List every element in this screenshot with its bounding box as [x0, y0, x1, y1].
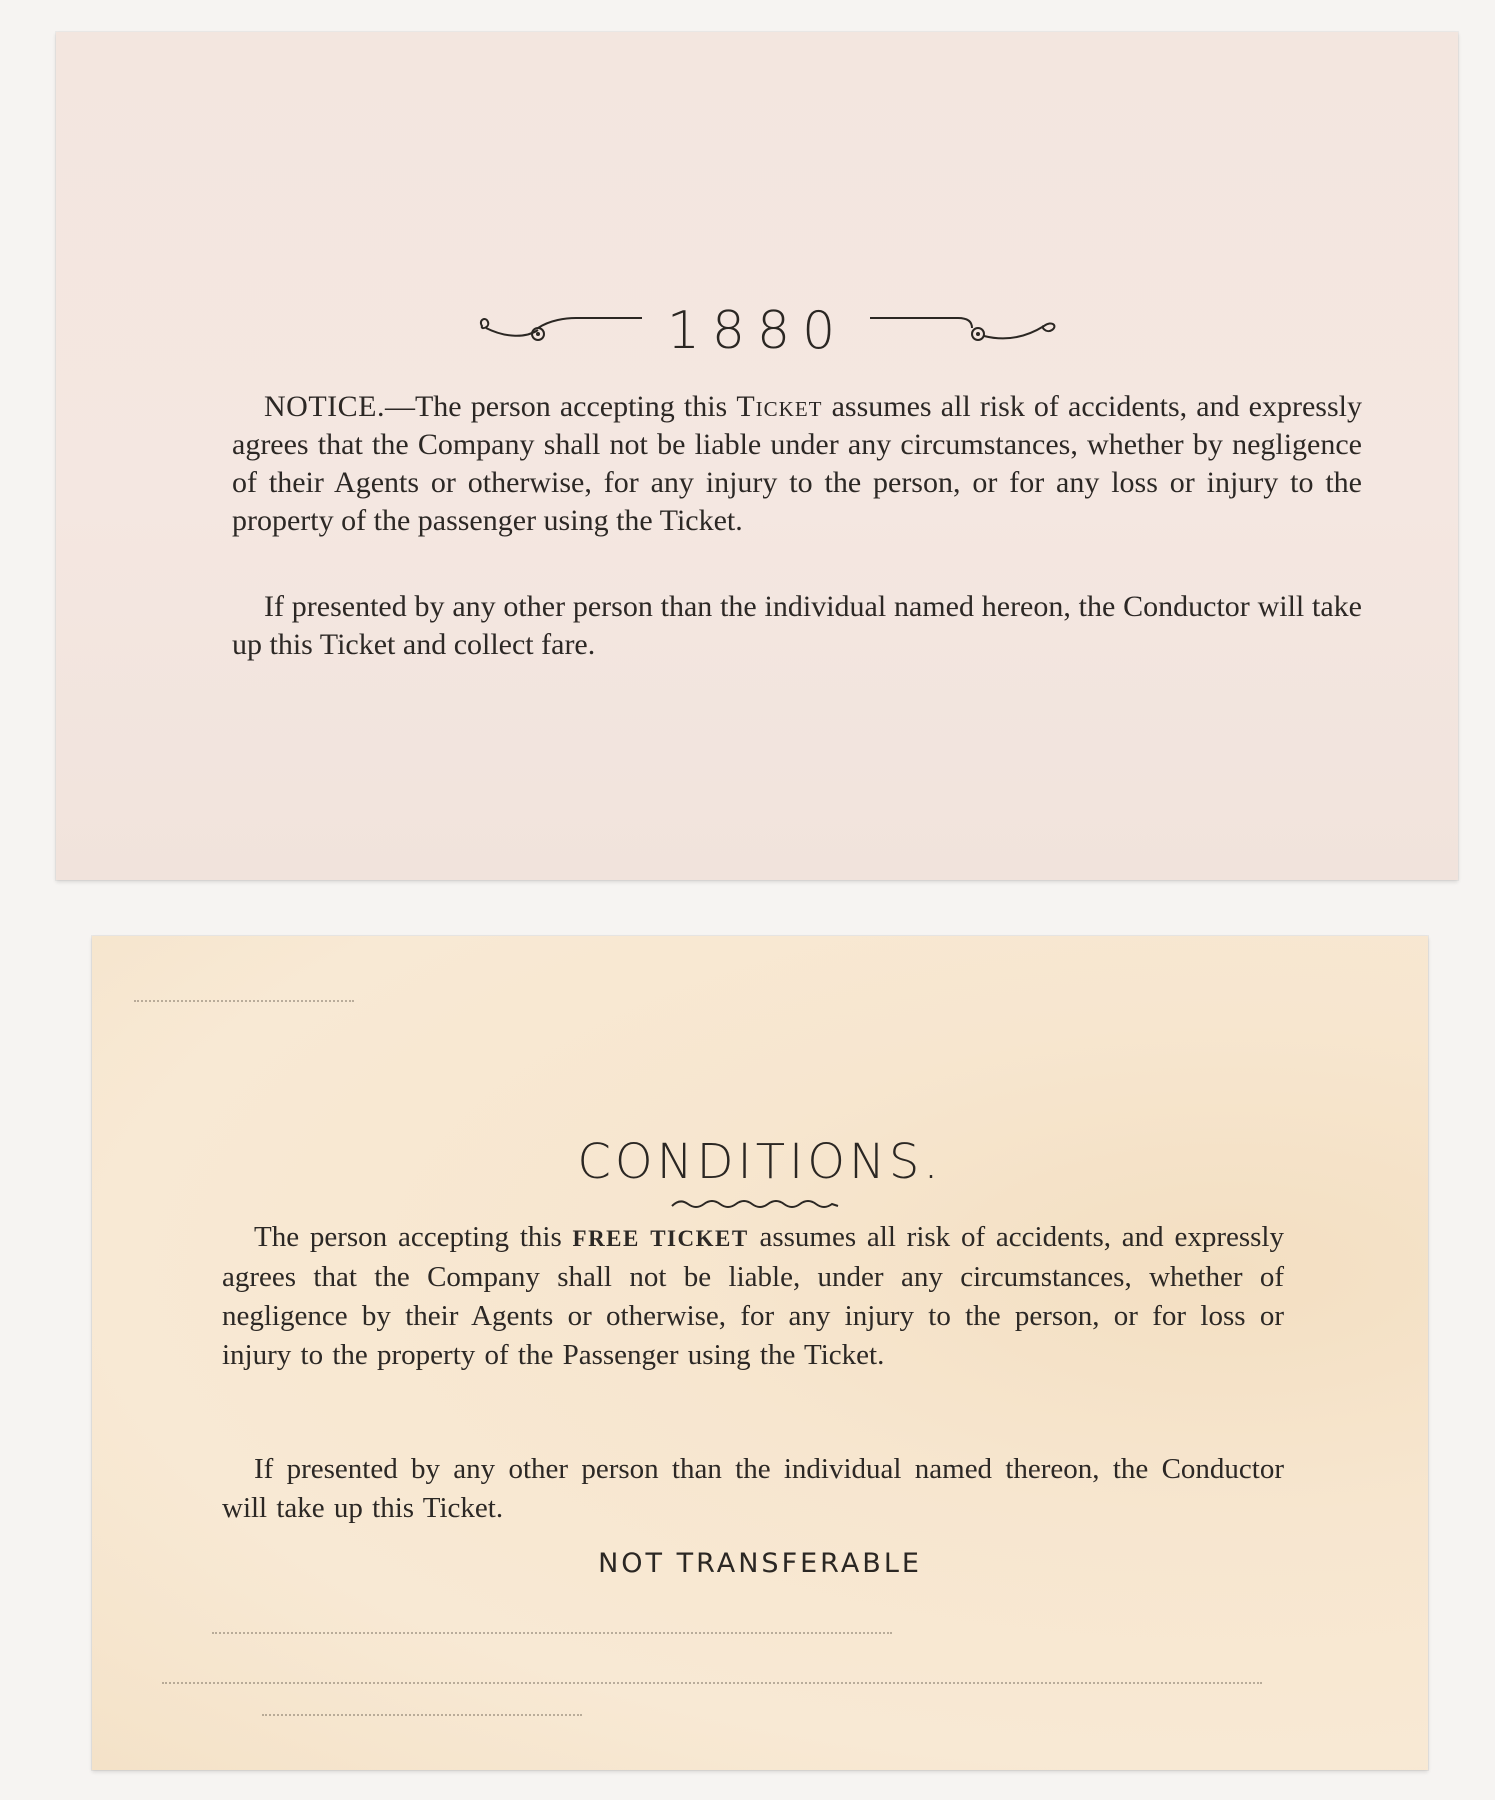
- dotted-line-lower-3: [262, 1714, 582, 1716]
- dotted-line-lower-1: [212, 1632, 892, 1634]
- conditions-title: CONDITIONS.: [577, 1134, 943, 1190]
- wave-flourish-icon: [670, 1196, 840, 1212]
- conditions-paragraph: [222, 1218, 1284, 1375]
- notice-lead: NOTICE.: [264, 390, 385, 423]
- conditions-text-before: The person accepting this: [254, 1221, 573, 1253]
- dotted-line-lower-2: [162, 1682, 1262, 1684]
- ticket-card-back: [92, 936, 1428, 1770]
- presented-by-paragraph: If presented by any other person than the individual named hereon, the Conductor will take up this Ticket and collect fare.: [232, 590, 1362, 661]
- dotted-line-top: [134, 1000, 354, 1002]
- notice-text-before: The person accepting this: [414, 390, 737, 423]
- conditions-text-after: assumes all risk of accidents, and expressly agrees that the Company shall not be liable, under any circumstances, whether of negligence by their Agents or otherwise, for any injury to the person, or for loss or injury to the property of the Passenger using the Ticket.: [222, 1221, 1284, 1371]
- year-text: 1880: [666, 301, 848, 361]
- notice-dash: —: [384, 390, 415, 423]
- notice-text-after: assumes all risk of accidents, and expressly agrees that the Company shall not be liable under any circumstances, whether by negligence of their Agents or otherwise, for any injury to the person, or for any loss or injury to the property of the passenger using the Ticket.: [232, 390, 1362, 537]
- free-ticket-word: FREE TICKET: [572, 1226, 749, 1251]
- notice-paragraph: [232, 388, 1362, 540]
- year-header: [56, 296, 1458, 366]
- ticket-word: Ticket: [736, 390, 823, 423]
- ticket-card-front: [56, 32, 1458, 880]
- not-transferable-label: NOT TRANSFERABLE: [598, 1548, 922, 1579]
- right-scroll-flourish-icon: [868, 312, 1058, 352]
- presented-by-paragraph-back: If presented by any other person than the individual named thereon, the Conductor will take up this Ticket.: [222, 1453, 1284, 1524]
